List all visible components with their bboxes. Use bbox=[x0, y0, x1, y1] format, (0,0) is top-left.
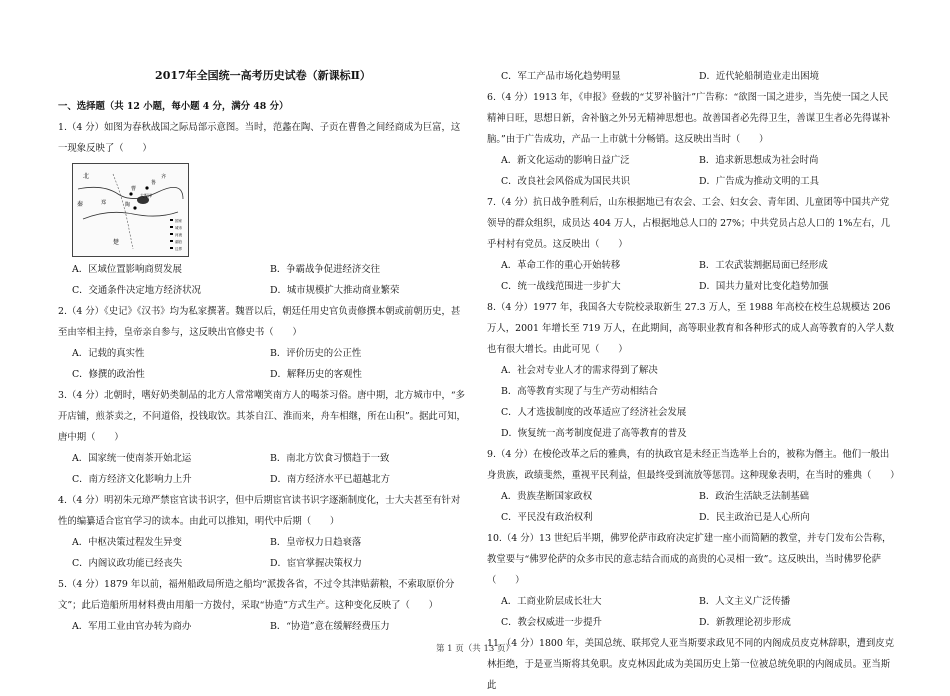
option-b: B．工农武装割据局面已经形成 bbox=[699, 260, 828, 271]
options bbox=[58, 448, 468, 490]
options bbox=[487, 486, 897, 528]
options bbox=[58, 259, 468, 301]
option-a: A．新文化运动的影响日益广泛 bbox=[501, 155, 630, 166]
option-c: C．人才选拔制度的改革适应了经济社会发展 bbox=[501, 407, 687, 418]
map-label: 齐 bbox=[161, 174, 167, 180]
section-heading: 一、选择题（共 12 小题，每小题 4 分，满分 48 分） bbox=[58, 101, 289, 112]
page-title: 2017年全国统一高考历史试卷（新课标Ⅱ） bbox=[155, 69, 371, 82]
option-c: C．改良社会风俗成为国民共识 bbox=[501, 176, 631, 187]
legend-swatch bbox=[170, 240, 173, 242]
option-d: D．恢复统一高考制度促进了高等教育的普及 bbox=[501, 428, 687, 439]
option-a: A．贵族垄断国家政权 bbox=[501, 491, 593, 502]
question-4 bbox=[58, 490, 468, 574]
option-c: C．交通条件决定地方经济状况 bbox=[72, 285, 202, 296]
question-3 bbox=[58, 385, 468, 490]
options bbox=[487, 66, 897, 87]
option-b: B．政治生活缺乏法制基础 bbox=[699, 491, 810, 502]
options bbox=[58, 616, 468, 637]
option-c: C．教会权威进一步提升 bbox=[501, 617, 602, 628]
option-d: D．南方经济水平已超越北方 bbox=[270, 474, 391, 485]
question-stem: 7.（4 分）抗日战争胜利后，山东根据地已有农会、工会、妇女会、青年团、儿童团等中国共产党领导的群众组织，成员达 404 万人，占根据地总人口的 27%；中共党员占总人口的 1%左右，几乎村村有党员。这反映出（ ） bbox=[487, 197, 891, 250]
legend-swatch bbox=[170, 233, 173, 235]
options bbox=[487, 150, 897, 192]
option-c: C．南方经济文化影响力上升 bbox=[72, 474, 192, 485]
legend-swatch bbox=[170, 247, 173, 249]
map-svg bbox=[73, 164, 188, 256]
options bbox=[487, 255, 897, 297]
option-b: B．高等教育实现了与生产劳动相结合 bbox=[501, 386, 658, 397]
question-8 bbox=[487, 297, 897, 444]
question-stem: 6.（4 分）1913 年，《申报》登载的“艾罗补脑汁”广告称：“欲图一国之进步，当先使一国之人民精神日旺，思想日新，舍补脑之外另无精神思想也。故善国者必先得卫生，善谋卫生者必先得谋补脑。”由于广告成功，产品一上市就十分畅销。这反映出当时（ ） bbox=[487, 92, 891, 145]
options bbox=[487, 360, 897, 444]
question-7 bbox=[487, 192, 897, 297]
option-c: C．统一战线范围进一步扩大 bbox=[501, 281, 621, 292]
option-d: D．新教理论初步形成 bbox=[699, 617, 791, 628]
legend-swatch bbox=[170, 226, 173, 228]
option-a: A．中枢决策过程发生异变 bbox=[72, 537, 182, 548]
question-1 bbox=[58, 117, 468, 301]
option-b: B．争霸战争促进经济交往 bbox=[270, 264, 381, 275]
question-6 bbox=[487, 87, 897, 192]
option-a: A．国家统一使南茶开始北运 bbox=[72, 453, 192, 464]
option-b: B．南北方饮食习惯趋于一致 bbox=[270, 453, 390, 464]
question-stem: 11.（4 分）1800 年，美国总统、联邦党人亚当斯要求政见不同的内阁成员皮克林辞职，遭到皮克林拒绝，于是亚当斯将其免职。皮克林因此成为美国历史上第一位被总统免职的内阁成员。亚当斯此 bbox=[487, 638, 894, 691]
legend-label: 城市 bbox=[175, 226, 182, 230]
option-a: A．区域位置影响商贸发展 bbox=[72, 264, 182, 275]
options bbox=[487, 591, 897, 633]
option-a: A．革命工作的重心开始转移 bbox=[501, 260, 621, 271]
map-label: 曹 bbox=[131, 186, 137, 192]
question-stem: 2.（4 分）《史记》《汉书》均为私家撰著。魏晋以后，朝廷任用史官负责修撰本朝或前朝历史，甚至由宰相主持，皇帝亲自参与，这反映出官修史书（ ） bbox=[58, 306, 461, 338]
question-9 bbox=[487, 444, 900, 528]
option-d: D．广告成为推动文明的工具 bbox=[699, 176, 820, 187]
option-b: B．追求新思想成为社会时尚 bbox=[699, 155, 819, 166]
map-label: 鲁 bbox=[151, 180, 157, 186]
map-label: 陶 bbox=[125, 202, 131, 208]
option-d: D．国共力量对比变化趋势加强 bbox=[699, 281, 829, 292]
map-label: 秦 bbox=[77, 201, 84, 208]
map-label: 郑 bbox=[101, 200, 107, 206]
map-label: 北 bbox=[83, 173, 90, 180]
question-5 bbox=[58, 574, 468, 637]
question-stem: 4.（4 分）明初朱元璋严禁宦官读书识字，但中后期宦官读书识字逐渐制度化，士大夫甚至有针对性的编纂适合宦官学习的读本。由此可以推知，明代中后期（ ） bbox=[58, 495, 461, 527]
legend-label: 边界 bbox=[175, 247, 182, 251]
options bbox=[58, 343, 468, 385]
option-a: A．社会对专业人才的需求得到了解决 bbox=[501, 365, 658, 376]
option-c: C．修撰的政治性 bbox=[72, 369, 145, 380]
option-d: D．近代轮船制造业走出困境 bbox=[699, 71, 820, 82]
options bbox=[58, 532, 468, 574]
map-border bbox=[113, 174, 133, 249]
map-label: 大野泽 bbox=[140, 193, 152, 198]
option-b: B．人文主义广泛传播 bbox=[699, 596, 791, 607]
map-river bbox=[83, 212, 178, 219]
option-d: D．解释历史的客观性 bbox=[270, 369, 362, 380]
question-stem: 3.（4 分）北朝时，嗜好奶类制品的北方人常常嘲笑南方人的喝茶习俗。唐中期，北方城市中，“多开店铺，煎茶卖之，不问道俗，投钱取饮。其茶自江、淮而来，舟车相继，所在山积”。据此可知，唐中期（ ） bbox=[58, 390, 466, 443]
option-b: B．评价历史的公正性 bbox=[270, 348, 362, 359]
map-city bbox=[129, 192, 132, 195]
option-b: B．皇帝权力日趋衰落 bbox=[270, 537, 362, 548]
question-2 bbox=[58, 301, 468, 385]
question-stem: 5.（4 分）1879 年以前，福州船政局所造之船均“派拨各省，不过令其津贴薪粮，不索取原价分文”；此后造船所用材料费由用船一方拨付，采取“协造”方式生产。这种变化反映了（ ） bbox=[58, 579, 455, 611]
legend-label: 国家 bbox=[175, 219, 182, 223]
option-a: A．工商业阶层成长壮大 bbox=[501, 596, 602, 607]
option-b: B．“协造”意在缓解经费压力 bbox=[270, 621, 390, 632]
question-stem: 1.（4 分）如图为春秋战国之际局部示意图。当时，范蠡在陶、子贡在曹鲁之间经商成为巨富，这一现象反映了（ ） bbox=[58, 122, 461, 154]
map-city bbox=[145, 186, 148, 189]
option-d: D．民主政治已是人心所向 bbox=[699, 512, 810, 523]
question-10 bbox=[487, 528, 897, 633]
page-footer: 第 1 页（共 13 页） bbox=[435, 644, 515, 654]
legend-label: 湖泊 bbox=[175, 240, 182, 244]
question-stem: 10.（4 分）13 世纪后半期，佛罗伦萨市政府决定扩建一座小而简陋的教堂，并专门发布公告称，教堂要与“佛罗伦萨的众多市民的意志结合而成的高贵的心灵相一致”。这反映出，当时佛罗伦萨（ ） bbox=[487, 533, 892, 586]
legend-label: 河流 bbox=[175, 233, 182, 237]
legend-swatch bbox=[170, 219, 173, 221]
question-stem: 8.（4 分）1977 年，我国各大专院校录取新生 27.3 万人，至 1988 年高校在校生总规模达 206 万人，2001 年增长至 719 万人，在此期间，高等职业教育和各种形式的成人高等教育的入学人数也有很大增长。由此可见（ ） bbox=[487, 302, 894, 355]
option-a: A．军用工业由官办转为商办 bbox=[72, 621, 192, 632]
option-a: A．记载的真实性 bbox=[72, 348, 145, 359]
option-c: C．内阁议政功能已经丧失 bbox=[72, 558, 183, 569]
option-c: C．军工产品市场化趋势明显 bbox=[501, 71, 621, 82]
map-figure bbox=[72, 163, 189, 257]
option-c: C．平民没有政治权利 bbox=[501, 512, 593, 523]
question-stem: 9.（4 分）在梭伦改革之后的雅典，有的执政官是未经正当选举上台的，被称为僭主。他们一般出身贵族，政绩斐然，重视平民利益，但最终受到流放等惩罚。这种现象表明，在当时的雅典（ ） bbox=[487, 449, 900, 481]
map-label: 楚 bbox=[113, 239, 120, 246]
map-city bbox=[133, 206, 136, 209]
right-column bbox=[487, 66, 900, 696]
left-column bbox=[58, 76, 468, 637]
option-d: D．城市规模扩大推动商业繁荣 bbox=[270, 285, 400, 296]
option-d: D．宦官掌握决策权力 bbox=[270, 558, 362, 569]
